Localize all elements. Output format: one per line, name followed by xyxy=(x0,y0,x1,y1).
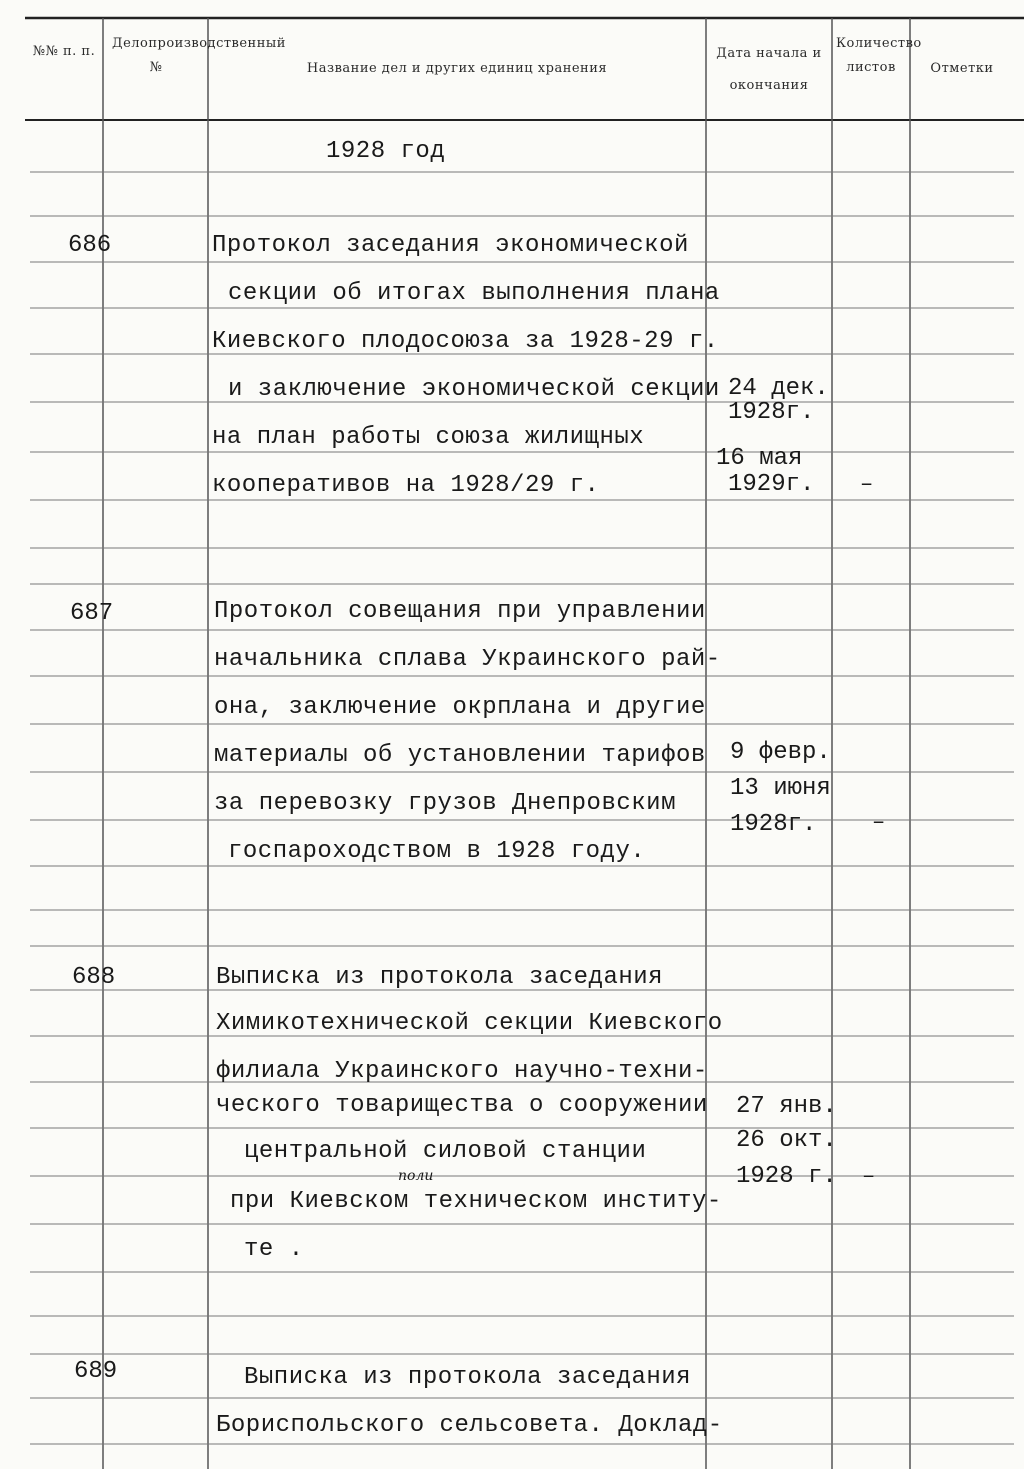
entry-687-line-6: госпароходством в 1928 году. xyxy=(228,838,646,865)
entry-687-date-year: 1928г. xyxy=(730,811,817,838)
entry-687-line-5: за перевозку грузов Днепровским xyxy=(214,790,676,817)
entry-688-line-1: Выписка из протокола заседания xyxy=(216,964,664,991)
entry-688-line-7: те . xyxy=(244,1236,304,1263)
entry-687-sheets: – xyxy=(872,810,886,835)
entry-686-number: 686 xyxy=(68,232,112,259)
header-dates: Дата начала и окончания xyxy=(716,46,822,93)
header-title: Название дел и других единиц хранения xyxy=(306,61,608,76)
entry-689-line-2: Бориспольского сельсовета. Доклад- xyxy=(216,1412,723,1439)
entry-688-date-start: 27 янв. xyxy=(736,1093,837,1120)
header-num: №№ п. п. xyxy=(32,44,96,59)
entry-688-line-5: центральной силовой станции xyxy=(244,1138,647,1165)
entry-686-sheets: – xyxy=(860,472,874,497)
entry-686-line-6: кооперативов на 1928/29 г. xyxy=(212,472,600,499)
entry-688-line-2: Химикотехнической секции Киевского xyxy=(216,1010,723,1037)
entry-686-line-1: Протокол заседания экономической xyxy=(212,232,689,259)
entry-688-number: 688 xyxy=(72,964,116,991)
entry-686-line-4: и заключение экономической секции xyxy=(228,376,720,403)
entry-686-date-start-year: 1928г. xyxy=(728,399,815,426)
entry-688-handwritten-insert: поли xyxy=(398,1168,434,1184)
entry-689-line-1: Выписка из протокола заседания xyxy=(244,1364,692,1391)
entry-686-date-end-year: 1929г. xyxy=(728,471,815,498)
entry-688-date-end: 26 окт. xyxy=(736,1127,837,1154)
entry-689-number: 689 xyxy=(74,1358,118,1385)
entry-688-date-year: 1928 г. xyxy=(736,1163,837,1190)
entry-686-line-5: на план работы союза жилищных xyxy=(212,424,645,451)
entry-688-sheets: – xyxy=(862,1164,876,1189)
entry-687-number: 687 xyxy=(70,600,114,627)
header-office-number: Делопроизводственный № xyxy=(112,36,286,75)
entry-687-line-2: начальника сплава Украинского рай- xyxy=(214,646,721,673)
entry-688-line-6: при Киевском техническом институ- xyxy=(230,1188,722,1215)
entry-686-line-2: секции об итогах выполнения плана xyxy=(228,280,720,307)
entry-688-line-4: ческого товарищества о сооружении xyxy=(216,1092,708,1119)
entry-686-line-3: Киевского плодосоюза за 1928-29 г. xyxy=(212,328,719,355)
entry-687-date-start: 9 февр. xyxy=(730,739,831,766)
entry-686-date-end: 16 мая xyxy=(716,445,803,472)
entry-687-line-3: она, заключение окрплана и другие xyxy=(214,694,706,721)
entry-688-line-3: филиала Украинского научно-техни- xyxy=(216,1058,708,1085)
entry-687-line-1: Протокол совещания при управлении xyxy=(214,598,706,625)
header-notes: Отметки xyxy=(930,61,994,76)
entry-687-line-4: материалы об установлении тарифов xyxy=(214,742,706,769)
year-heading: 1928 год xyxy=(326,138,446,165)
entry-687-date-end: 13 июня xyxy=(730,775,831,802)
entry-686-date-start: 24 дек. xyxy=(728,375,829,402)
header-sheets: Количество листов xyxy=(836,36,922,75)
